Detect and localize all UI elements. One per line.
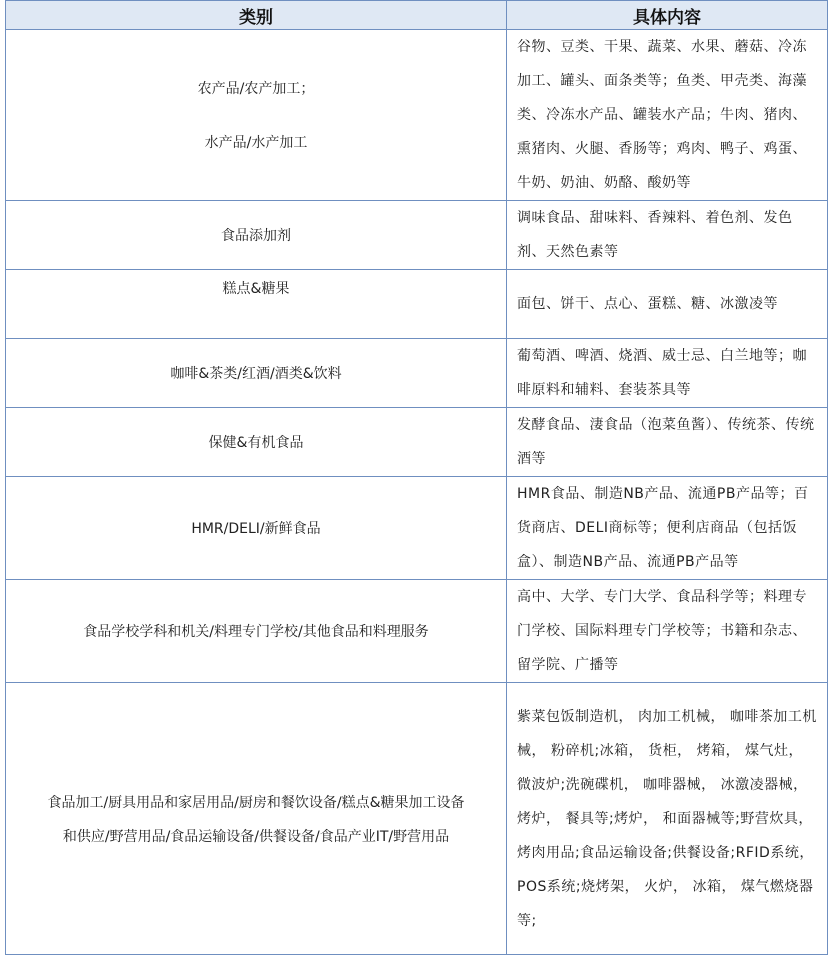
table-row: [6, 580, 828, 683]
content-cell: 紫菜包饭制造机， 肉加工机械， 咖啡茶加工机械， 粉碎机;冰箱， 货柜， 烤箱， 煤气灶， 微波炉;洗碗碟机， 咖啡器械， 冰激凌器械， 烤炉， 餐具等;烤炉， 和面器械等;野营炊具， 烤肉用品;食品运输设备;供餐设备;RFID系统， POS系统;烧烤架， 火炉， 冰箱， 煤气燃烧器等;: [507, 683, 828, 955]
table-row: [6, 270, 828, 339]
category-cell: 糕点&糖果: [6, 270, 507, 339]
category-cell: 咖啡&茶类/红酒/酒类&饮料: [6, 339, 507, 408]
category-cell: 食品添加剂: [6, 201, 507, 270]
category-cell: HMR/DELI/新鲜食品: [6, 477, 507, 580]
table-row: [6, 201, 828, 270]
category-line: 食品加工/厨具用品和家居用品/厨房和餐饮设备/糕点&糖果加工设备: [47, 794, 465, 811]
content-cell: 发酵食品、淒食品（泡菜鱼酱）、传统茶、传统酒等: [507, 408, 828, 477]
header-category: 类别: [6, 1, 507, 30]
category-cell: 保健&有机食品: [6, 408, 507, 477]
category-cell: 食品学校学科和机关/料理专门学校/其他食品和料理服务: [6, 580, 507, 683]
table-row: [6, 30, 828, 201]
category-line: 和供应/野营用品/食品运输设备/供餐设备/食品产业IT/野营用品: [62, 828, 450, 845]
content-cell: 谷物、豆类、干果、蔬菜、水果、蘑菇、冷冻加工、罐头、面条类等；鱼类、甲壳类、海藻类、冷冻水产品、罐装水产品；牛肉、猪肉、熏猪肉、火腿、香肠等；鸡肉、鸭子、鸡蛋、牛奶、奶油、奶酪、酸奶等: [507, 30, 828, 201]
content-cell: HMR食品、制造NB产品、流通PB产品等；百货商店、DELI商标等；便利店商品（包括饭盒）、制造NB产品、流通PB产品等: [507, 477, 828, 580]
category-line: 水产品/水产加工: [204, 135, 308, 151]
table-row: [6, 477, 828, 580]
table-header-row: [6, 1, 828, 30]
category-cell: [6, 683, 507, 955]
table-row: [6, 408, 828, 477]
content-cell: 高中、大学、专门大学、食品科学等；料理专门学校、国际料理专门学校等；书籍和杂志、留学院、广播等: [507, 580, 828, 683]
table-row: [6, 683, 828, 955]
category-cell: [6, 30, 507, 201]
content-cell: 葡萄酒、啤酒、烧酒、威士忌、白兰地等；咖啡原料和辅料、套装茶具等: [507, 339, 828, 408]
header-content: 具体内容: [507, 1, 828, 30]
content-cell: 调味食品、甜味料、香辣料、着色剂、发色剂、天然色素等: [507, 201, 828, 270]
category-line: 农产品/农产加工；: [197, 81, 315, 97]
category-table: [5, 0, 828, 955]
table-row: [6, 339, 828, 408]
content-cell: 面包、饼干、点心、蛋糕、糖、冰激凌等: [507, 270, 828, 339]
